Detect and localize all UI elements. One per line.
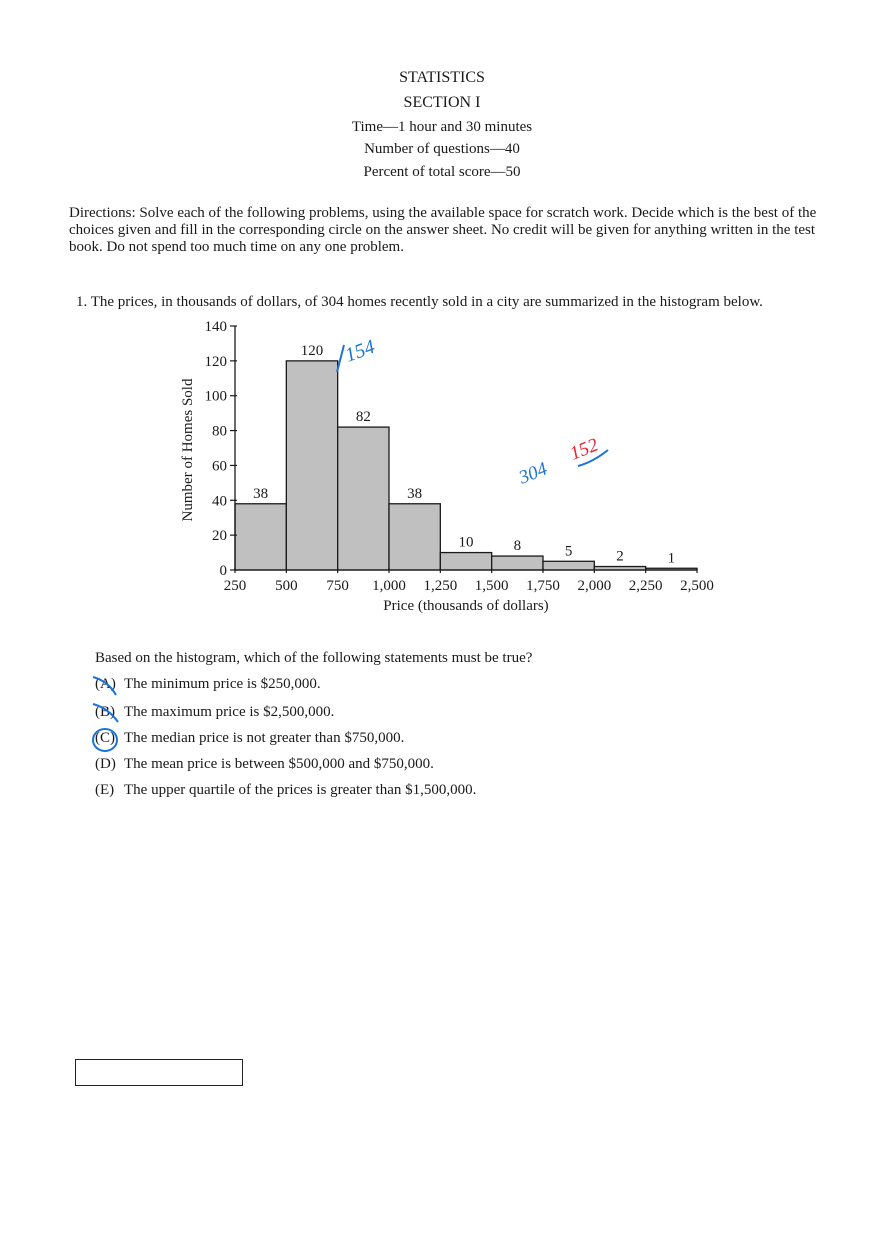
directions: Directions: Solve each of the following problems, using the available space for scratch work. Decide which is the best of the choices given and fill in the corresponding circle on the answer sheet. No credit will be given for anything written in the test book. Do not spend too much time on any one problem. xyxy=(69,205,817,255)
y-tick-label: 100 xyxy=(204,388,227,405)
x-tick-label: 1,750 xyxy=(526,578,560,594)
handwritten-152: 152 xyxy=(567,434,602,465)
x-tick-label: 2,500 xyxy=(680,578,714,594)
section-title: SECTION I xyxy=(403,94,481,111)
y-tick-label: 60 xyxy=(212,458,227,475)
x-axis-title: Price (thousands of dollars) xyxy=(383,598,549,614)
bar-value-label: 38 xyxy=(407,485,423,502)
choice-e-text: The upper quartile of the prices is greater than $1,500,000. xyxy=(124,782,477,798)
strike-b-mark xyxy=(93,704,118,722)
y-axis-title: Number of Homes Sold xyxy=(180,378,196,522)
choice-b-letter: (B) xyxy=(95,704,115,720)
y-tick-label: 120 xyxy=(204,353,227,370)
handwritten-304: 304 xyxy=(516,458,551,489)
choice-a-letter: (A) xyxy=(95,676,116,692)
y-tick-label: 80 xyxy=(212,423,227,440)
y-tick-label: 140 xyxy=(204,319,227,335)
bar-value-label: 10 xyxy=(458,534,474,551)
score-percent: Percent of total score—50 xyxy=(363,164,521,180)
bar-value-label: 1 xyxy=(667,550,676,567)
bar-value-label: 5 xyxy=(564,543,573,560)
choice-d-text: The mean price is between $500,000 and $750,000. xyxy=(124,756,434,772)
y-tick-label: 0 xyxy=(219,563,227,579)
y-tick-label: 20 xyxy=(212,528,227,545)
bar-value-label: 38 xyxy=(253,485,269,502)
bar-value-label: 2 xyxy=(616,548,624,565)
choice-c-text: The median price is not greater than $750,000. xyxy=(124,730,405,746)
x-tick-label: 1,500 xyxy=(474,578,509,594)
choice-e-letter: (E) xyxy=(95,782,115,798)
circle-c-mark xyxy=(93,729,117,751)
bar-value-label: 8 xyxy=(513,538,522,555)
question-text: The prices, in thousands of dollars, of 304 homes recently sold in a city are summarized in the histogram below. xyxy=(90,294,763,310)
x-tick-label: 750 xyxy=(326,578,349,594)
question-prompt: Based on the histogram, which of the following statements must be true? xyxy=(95,650,533,666)
choice-c-letter: (C) xyxy=(95,730,115,746)
question-count: Number of questions—40 xyxy=(364,141,520,157)
handwritten-154: 154 xyxy=(342,335,378,367)
bar-value-label: 82 xyxy=(355,409,371,426)
time-limit: Time—1 hour and 30 minutes xyxy=(351,119,533,135)
question-number: 1. xyxy=(76,294,88,310)
x-tick-label: 2,250 xyxy=(628,578,663,594)
y-tick-label: 40 xyxy=(212,493,227,510)
footer-box xyxy=(75,1059,243,1086)
x-tick-label: 2,000 xyxy=(577,578,612,594)
strike-a-mark xyxy=(93,677,116,695)
choice-a-text: The minimum price is $250,000. xyxy=(124,676,321,692)
bar-value-label: 120 xyxy=(300,342,324,359)
x-tick-label: 500 xyxy=(275,578,298,594)
x-tick-label: 1,000 xyxy=(372,578,406,594)
choice-b-text: The maximum price is $2,500,000. xyxy=(124,704,335,720)
choice-d-letter: (D) xyxy=(95,756,116,772)
x-tick-label: 250 xyxy=(223,578,247,594)
subject-title: STATISTICS xyxy=(399,69,485,86)
x-tick-label: 1,250 xyxy=(423,578,458,594)
